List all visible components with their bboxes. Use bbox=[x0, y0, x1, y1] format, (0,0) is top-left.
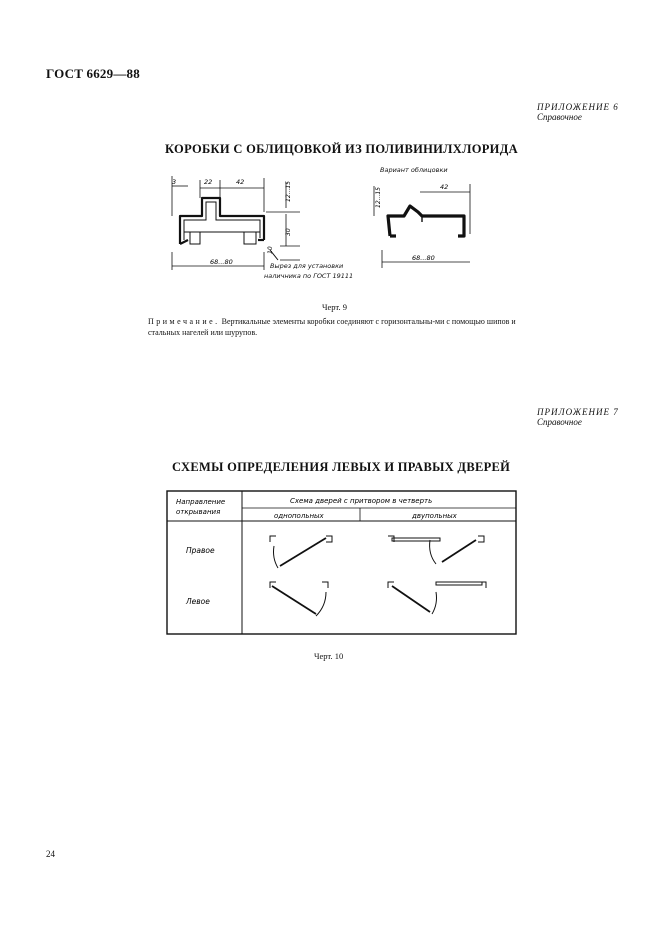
dim-3-label: 3 bbox=[172, 178, 177, 186]
document-header: ГОСТ 6629—88 bbox=[46, 66, 140, 81]
variant-dim-68-80: 68...80 bbox=[412, 254, 435, 262]
dim-42-label: 42 bbox=[236, 178, 245, 186]
cutout-note-line1: Вырез для установки bbox=[270, 262, 344, 270]
col-double: двупольных bbox=[412, 512, 457, 520]
section-1-title: КОРОБКИ С ОБЛИЦОВКОЙ ИЗ ПОЛИВИНИЛХЛОРИДА bbox=[165, 142, 518, 156]
col-scheme: Схема дверей с притвором в четверть bbox=[290, 497, 433, 505]
appendix-6-sublabel: Справочное bbox=[537, 112, 582, 122]
variant-dim-12-15: 12...15 bbox=[375, 187, 382, 208]
note-paragraph bbox=[148, 316, 523, 338]
note-label: Примечание. bbox=[148, 317, 220, 326]
drawing-9-variant-profile bbox=[360, 174, 490, 284]
variant-dim-42: 42 bbox=[440, 183, 449, 191]
row-left: Левое bbox=[186, 597, 210, 606]
dim-30-label: 30 bbox=[285, 228, 292, 236]
variant-label: Вариант облицовки bbox=[380, 166, 448, 174]
appendix-7-block bbox=[537, 407, 619, 427]
page-number: 24 bbox=[46, 849, 55, 859]
appendix-7-label: ПРИЛОЖЕНИЕ 7 bbox=[537, 407, 619, 417]
double-left-scheme bbox=[388, 582, 486, 614]
col-single: однопольных bbox=[274, 512, 324, 520]
appendix-6-label: ПРИЛОЖЕНИЕ 6 bbox=[537, 102, 619, 112]
drawing-10-table bbox=[166, 490, 518, 636]
dimension-lines bbox=[172, 176, 300, 270]
col-direction-2: открывания bbox=[176, 508, 221, 516]
single-right-scheme bbox=[270, 536, 332, 568]
drawing-9-left-profile bbox=[160, 168, 320, 288]
col-direction-1: Направление bbox=[176, 498, 226, 506]
dim-10-label: 10 bbox=[267, 246, 274, 254]
note-text: Вертикальные элементы коробки соединяют с горизонтальны-ми с помощью шипов и стальных нагелей или шурупов. bbox=[148, 317, 516, 337]
drawing-9-caption: Черт. 9 bbox=[322, 302, 348, 312]
appendix-7-sublabel: Справочное bbox=[537, 417, 582, 427]
dim-22-label: 22 bbox=[204, 178, 213, 186]
drawing-10-caption: Черт. 10 bbox=[314, 651, 344, 661]
dim-68-80-label: 68...80 bbox=[210, 258, 233, 266]
dim-12-15-label: 12...15 bbox=[285, 181, 292, 202]
double-right-scheme bbox=[388, 536, 484, 564]
single-left-scheme bbox=[270, 582, 328, 616]
row-right: Правое bbox=[186, 546, 215, 555]
variant-outline bbox=[388, 206, 464, 236]
section-2-title: СХЕМЫ ОПРЕДЕЛЕНИЯ ЛЕВЫХ И ПРАВЫХ ДВЕРЕЙ bbox=[172, 460, 511, 474]
appendix-6-block bbox=[537, 102, 619, 122]
cutout-note-line2: наличника по ГОСТ 19111 bbox=[264, 272, 354, 280]
profile-outline bbox=[180, 198, 264, 244]
